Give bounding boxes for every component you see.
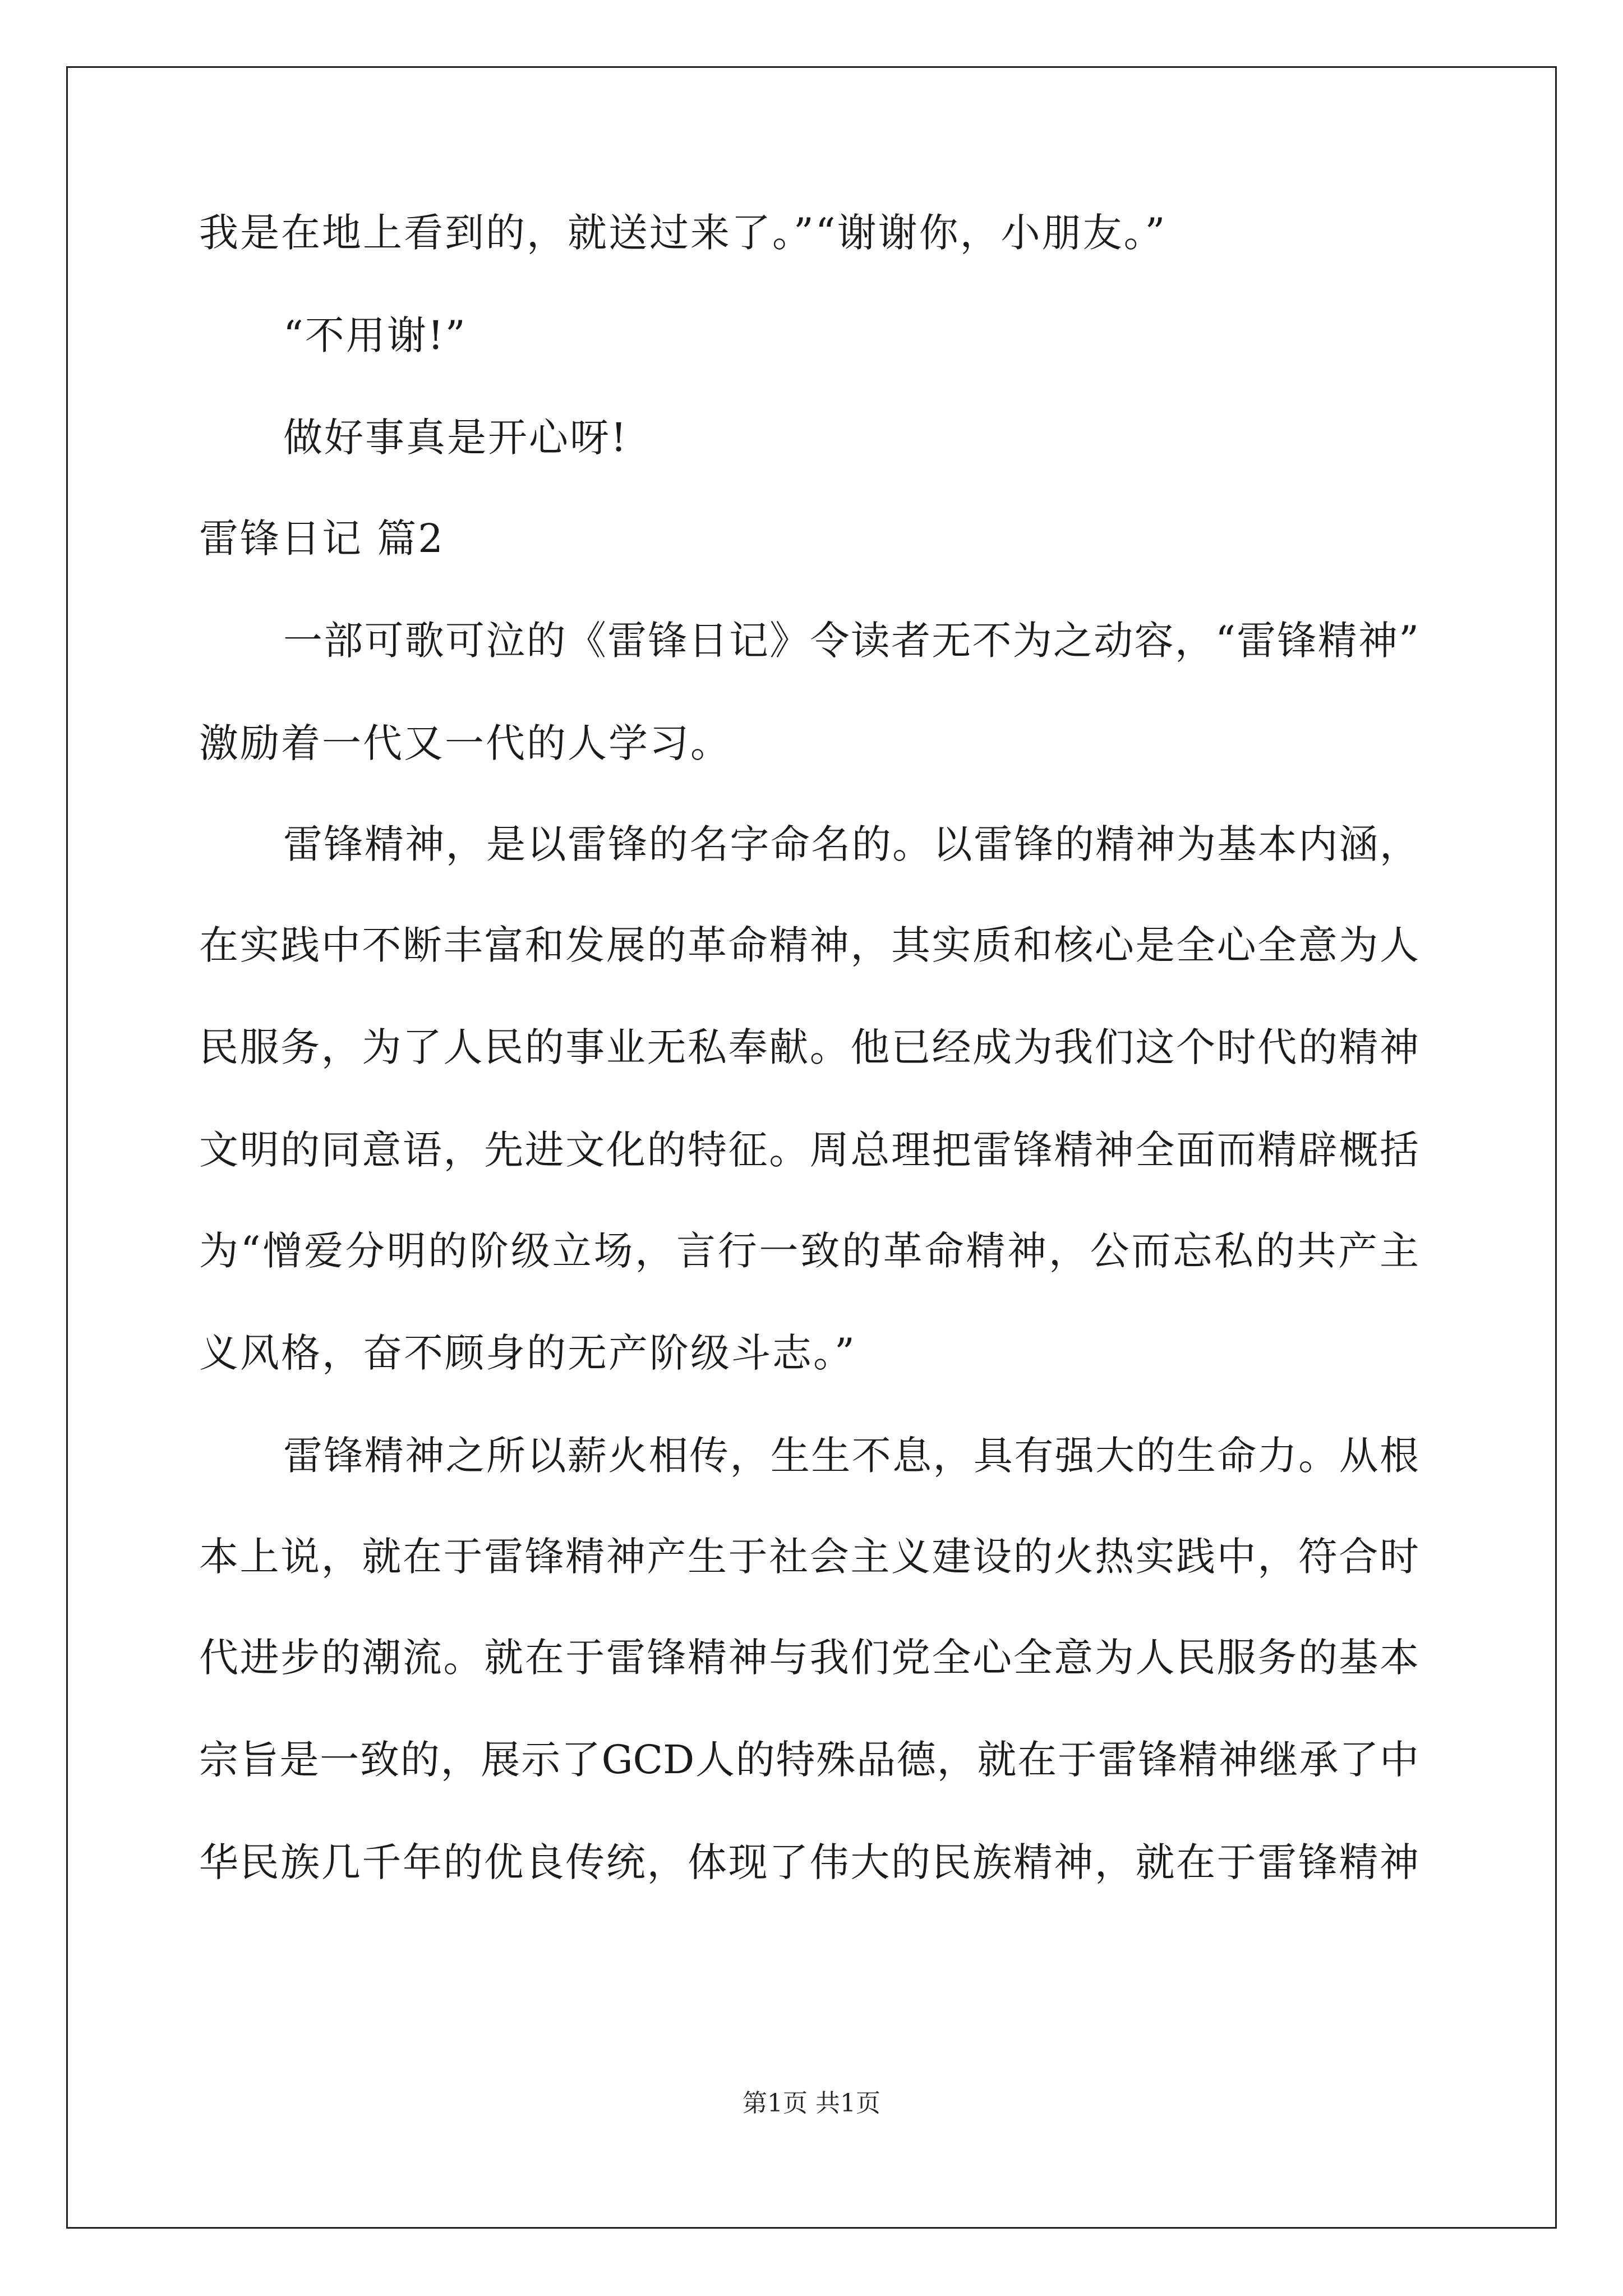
text-line: 文明的同意语，先进文化的特征。周总理把雷锋精神全面而精辟概括 bbox=[199, 1127, 1419, 1173]
text-line: 一部可歌可泣的《雷锋日记》令读者无不为之动容，“雷锋精神” bbox=[283, 618, 1419, 664]
text-line: 本上说，就在于雷锋精神产生于社会主义建设的火热实践中，符合时 bbox=[199, 1534, 1419, 1580]
text-line: “不用谢!” bbox=[283, 312, 467, 358]
text-line: 激励着一代又一代的人学习。 bbox=[199, 720, 731, 766]
text-line: 雷锋精神之所以薪火相传，生生不息，具有强大的生命力。从根 bbox=[283, 1433, 1419, 1479]
text-line: 为“憎爱分明的阶级立场，言行一致的革命精神，公而忘私的共产主 bbox=[199, 1228, 1419, 1274]
section-heading: 雷锋日记 篇2 bbox=[199, 516, 445, 562]
text-line: 做好事真是开心呀! bbox=[283, 415, 629, 461]
text-line: 民服务，为了人民的事业无私奉献。他已经成为我们这个时代的精神 bbox=[199, 1024, 1419, 1070]
page-footer: 第1页 共1页 bbox=[743, 2089, 880, 2118]
text-line: 我是在地上看到的，就送过来了。”“谢谢你，小朋友。” bbox=[199, 210, 1167, 256]
text-line: 代进步的潮流。就在于雷锋精神与我们党全心全意为人民服务的基本 bbox=[199, 1635, 1419, 1681]
text-line: 雷锋精神，是以雷锋的名字命名的。以雷锋的精神为基本内涵， bbox=[283, 821, 1419, 867]
text-line: 宗旨是一致的，展示了GCD人的特殊品德，就在于雷锋精神继承了中 bbox=[199, 1737, 1419, 1783]
text-line: 华民族几千年的优良传统，体现了伟大的民族精神，就在于雷锋精神 bbox=[199, 1839, 1419, 1885]
text-line: 在实践中不断丰富和发展的革命精神，其实质和核心是全心全意为人 bbox=[199, 922, 1419, 968]
text-line: 义风格，奋不顾身的无产阶级斗志。” bbox=[199, 1330, 856, 1376]
